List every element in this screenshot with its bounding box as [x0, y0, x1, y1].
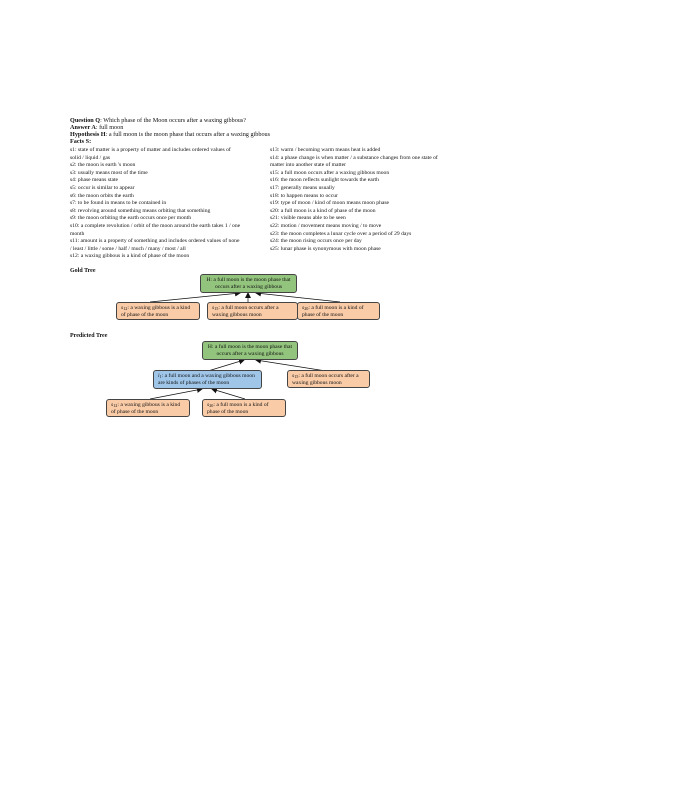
gold-leaf-s15	[207, 302, 298, 320]
fact-line: s24: the moon rising occurs once per day	[270, 238, 362, 245]
question-label: Question Q	[70, 117, 101, 124]
node-id-sub: 20	[209, 402, 214, 408]
fact-line: s12: a waxing gibbous is a kind of phase of the moon	[70, 253, 190, 260]
answer-text: : full moon	[95, 124, 124, 131]
gold-edge-s20	[256, 293, 340, 302]
node-text: : a full moon and a waxing gibbous moon are kinds of phases of the moon	[158, 372, 255, 386]
fact-line: s20: a full moon is a kind of phase of the moon	[270, 207, 376, 214]
node-id-sub: 15	[214, 305, 219, 311]
fact-line: s13: warm / becoming warm means heat is added	[270, 147, 381, 153]
facts-colon: :	[89, 138, 92, 145]
pred-root-node: H: a full moon is the moon phase that occurs after a waxing gibbous	[202, 341, 298, 360]
fact-line: s15: a full moon occurs after a waxing gibbous moon	[270, 169, 390, 176]
node-text: : a waxing gibbous is a kind of phase of the moon	[121, 304, 191, 318]
fact-line: matter into another state of matter	[270, 162, 346, 169]
node-id-sub: 20	[304, 305, 309, 311]
fact-line: s8: revolving around something means orbiting that something	[70, 207, 211, 214]
fact-line: s14: a phase change is when matter / a substance changes from one state of	[270, 154, 438, 161]
fact-line: s10: a complete revolution / orbit of the moon around the earth takes 1 / one	[70, 222, 241, 229]
hypothesis-text: : a full moon is the moon phase that occurs after a waxing gibbous	[105, 131, 271, 138]
hypothesis-label: Hypothesis H	[70, 131, 106, 138]
fact-line: s4: phase means state	[70, 177, 119, 184]
fact-line: s18: to happen means to occur	[270, 192, 338, 199]
fact-line: s23: the moon completes a lunar cycle over a period of 29 days	[270, 230, 412, 237]
node-text: : a waxing gibbous is a kind of phase of the moon	[111, 401, 181, 415]
fact-line: s2: the moon is earth 's moon	[70, 162, 136, 169]
node-id: s	[212, 304, 215, 311]
gold-leaf-s20	[297, 302, 380, 320]
fact-line: s11: amount is a property of something and includes ordered values of none	[70, 238, 240, 245]
predicted-tree-title: Predicted Tree	[70, 333, 108, 339]
fact-line: s16: the moon reflects sunlight towards the earth	[270, 177, 379, 184]
facts-label: Facts S	[70, 138, 90, 145]
node-id: s	[302, 304, 305, 311]
node-id-sub: 12	[113, 402, 118, 408]
pred-edge-s20	[212, 389, 245, 399]
node-id: s	[207, 401, 210, 408]
pred-leaf-s15	[287, 370, 370, 388]
node-text: : a full moon occurs after a waxing gibbous moon	[292, 372, 359, 386]
gold-leaf-s12	[116, 302, 200, 320]
node-text: : a full moon is a kind of phase of the moon	[302, 304, 364, 318]
answer-label: Answer A	[70, 124, 96, 131]
node-id-sub: 12	[123, 305, 128, 311]
question-text: : Which phase of the Moon occurs after a waxing gibbous?	[100, 117, 247, 124]
gold-tree-title: Gold Tree	[70, 268, 96, 274]
fact-line: month	[70, 230, 85, 237]
fact-line: s3: usually means most of the time	[70, 169, 148, 176]
fact-line: s22: motion / movement means moving / to move	[270, 222, 382, 229]
fact-line: s21: visible means able to be seen	[270, 215, 346, 222]
fact-line: s9: the moon orbiting the earth occurs once per month	[70, 215, 192, 222]
node-id-sub: 1	[159, 373, 162, 379]
pred-leaf-s20	[202, 399, 286, 417]
node-id-sub: 15	[294, 373, 299, 379]
gold-edge-s12	[150, 293, 240, 302]
pred-intermediate-i1	[153, 370, 262, 389]
fact-line: s1: state of matter is a property of matter and includes ordered values of	[70, 147, 231, 153]
pred-edge-s12	[150, 389, 202, 399]
node-id: s	[292, 372, 295, 379]
node-id: i	[158, 372, 160, 379]
fact-line: s6: the moon orbits the earth	[70, 192, 134, 199]
pred-leaf-s12	[106, 399, 190, 417]
gold-root-node: H: a full moon is the moon phase that occurs after a waxing gibbous	[200, 274, 297, 293]
node-text: : a full moon occurs after a waxing gibbous moon	[212, 304, 279, 318]
fact-line: s7: to be found in means to be contained in	[70, 200, 167, 207]
fact-line: s5: occur is similar to appear	[70, 184, 135, 191]
fact-line: s25: lunar phase is synonymous with moon phase	[270, 245, 381, 252]
fact-line: / least / little / some / half / much / many / most / all	[70, 245, 186, 252]
fact-line: solid / liquid / gas	[70, 154, 111, 161]
node-id: s	[121, 304, 124, 311]
fact-line: s19: type of moon / kind of moon means moon phase	[270, 200, 390, 207]
fact-line: s17: generally means usually	[270, 184, 335, 191]
node-id: s	[111, 401, 114, 408]
node-text: : a full moon is a kind of phase of the moon	[207, 401, 269, 415]
